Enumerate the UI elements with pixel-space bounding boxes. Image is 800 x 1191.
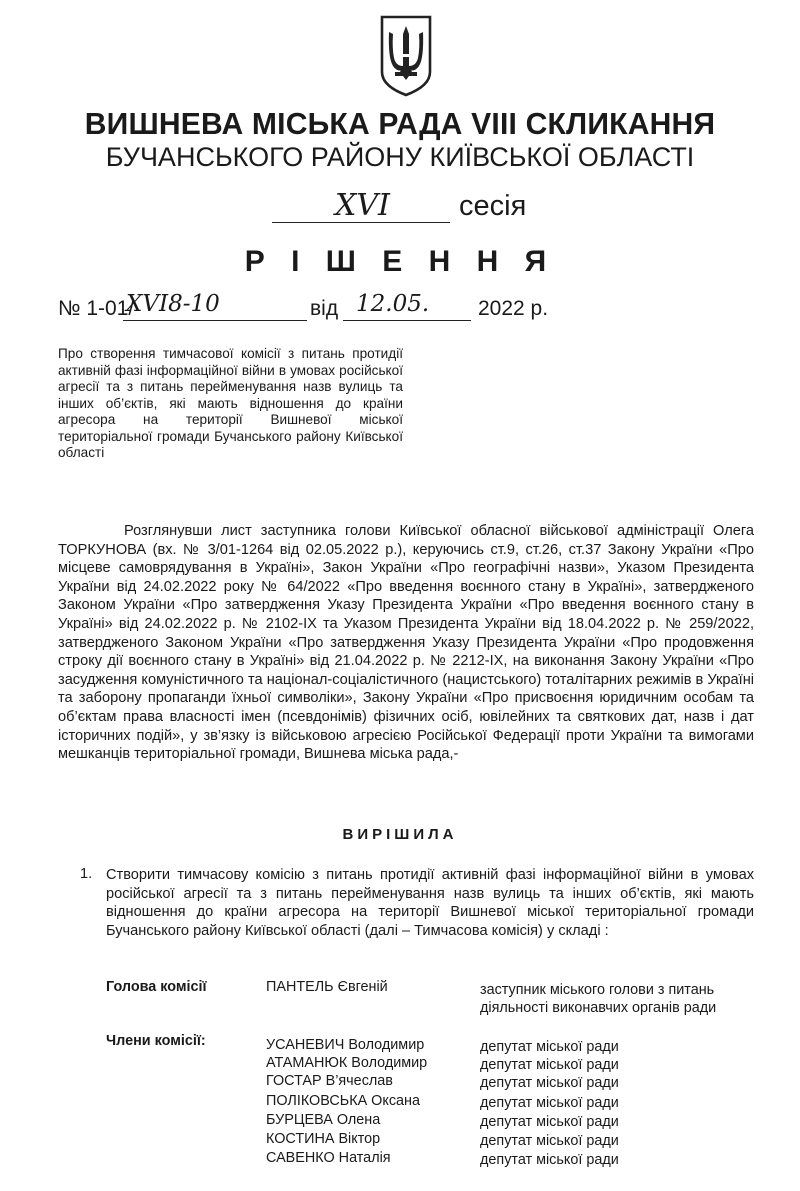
member-name: АТАМАНЮК Володимир [266,1055,428,1071]
member-name: БУРЦЕВА Олена [266,1112,381,1128]
member-position: депутат міської ради [480,1075,619,1091]
item-text: Створити тимчасову комісію з питань протидії активній фазі інформаційної війни в умовах російської агресії та з питань перейменування назв вулиць та інших об’єктів, які мають відношення до країни агресора на території Вишневої міської територіальної громади Бучанського району Київської області (далі – Тимчасова комісія) у складі : [106,867,754,939]
member-row [0,1131,800,1149]
coat-of-arms-icon [379,14,433,98]
member-position: депутат міської ради [480,1152,619,1168]
date-handwritten: 12.05. [356,291,430,317]
decision-number-handwritten: XVI8-10 [126,291,220,317]
chair-name: ПАНТЕЛЬ Євгеній [266,979,388,995]
member-position: депутат міської ради [480,1133,619,1149]
council-title: ВИШНЕВА МІСЬКА РАДА VIII СКЛИКАННЯ [84,106,716,141]
session-number-handwritten: XVI [335,188,390,223]
decision-title: Р І Ш Е Н Н Я [244,245,556,278]
member-position: депутат міської ради [480,1057,619,1073]
member-name: ПОЛІКОВСЬКА Оксана [266,1093,420,1109]
decision-number-prefix: № 1-01/ [58,297,135,320]
member-row [0,1055,800,1073]
member-row [0,1037,800,1055]
chair-position-line1: заступник міського голови з питань [480,982,715,998]
chair-label: Голова комісії [106,979,207,995]
member-name: САВЕНКО Наталія [266,1150,391,1166]
member-row [0,1150,800,1168]
member-name: УСАНЕВИЧ Володимир [266,1037,425,1053]
preamble-paragraph: Розглянувши лист заступника голови Київської обласної військової адміністрації Олега ТОРКУНОВА (вх. № 3/01-1264 від 02.05.2022 р.), керуючись ст.9, ст.26, ст.37 Закону України «Про місцеве самоврядування в Україні», Закон України «Про географічні назви», Указом Президента України від 24.02.2022 року № 64/2022 «Про введення воєнного стану в Україні», затвердженого Законом України «Про затвердження Указу Президента України «Про введення воєнного стану в Україні» від 24.02.2022 р. № 2102-IX та Указом Президента України від 18.04.2022 р. № 259/2022, затвердженого Законом України «Про затвердження Указу Президента України «Про продовження строку дії воєнного стану в Україні» від 21.04.2022 р. № 2212-IX, на виконання Закону України «Про засудження комуністичного та націонал-соціалістичного (нацистського) тоталітарних режимів в Україні та заборону пропаганди їхньої символіки», Закону України «Про присвоєння юридичним особам та об’єктам права власності імен (псевдонімів) фізичних осіб, ювілейних та святкових дат, назв і дат історичних подій», у зв’язку із військовою агресією Російської Федерації проти України та вимогами мешканців територіальної громади, Вишнева міська рада,- [58,523,754,763]
member-row [0,1093,800,1111]
decision-subject: Про створення тимчасової комісії з питань протидії активній фазі інформаційної війни в умовах російської агресії та з питань перейменування назв вулиць та інших об’єктів, які мають відношення до країни агресора на території Вишневої міської територіальної громади Бучанського району Київської області [58,346,403,460]
chair-position-line2: діяльності виконавчих органів ради [480,1000,717,1016]
item-number: 1. [80,866,93,882]
resolved-heading: ВИРІШИЛА [342,826,458,843]
decision-year: 2022 р. [478,297,549,320]
date-label: від [310,297,339,320]
member-position: депутат міської ради [480,1095,619,1111]
member-position: депутат міської ради [480,1039,619,1055]
member-position: депутат міської ради [480,1114,619,1130]
member-row [0,1073,800,1091]
member-name: КОСТИНА Віктор [266,1131,381,1147]
member-row [0,1112,800,1130]
members-label: Члени комісії: [106,1033,206,1049]
council-region: БУЧАНСЬКОГО РАЙОНУ КИЇВСЬКОЇ ОБЛАСТІ [105,142,695,172]
member-name: ГОСТАР В’ячеслав [266,1073,393,1089]
session-label: сесія [459,190,527,222]
